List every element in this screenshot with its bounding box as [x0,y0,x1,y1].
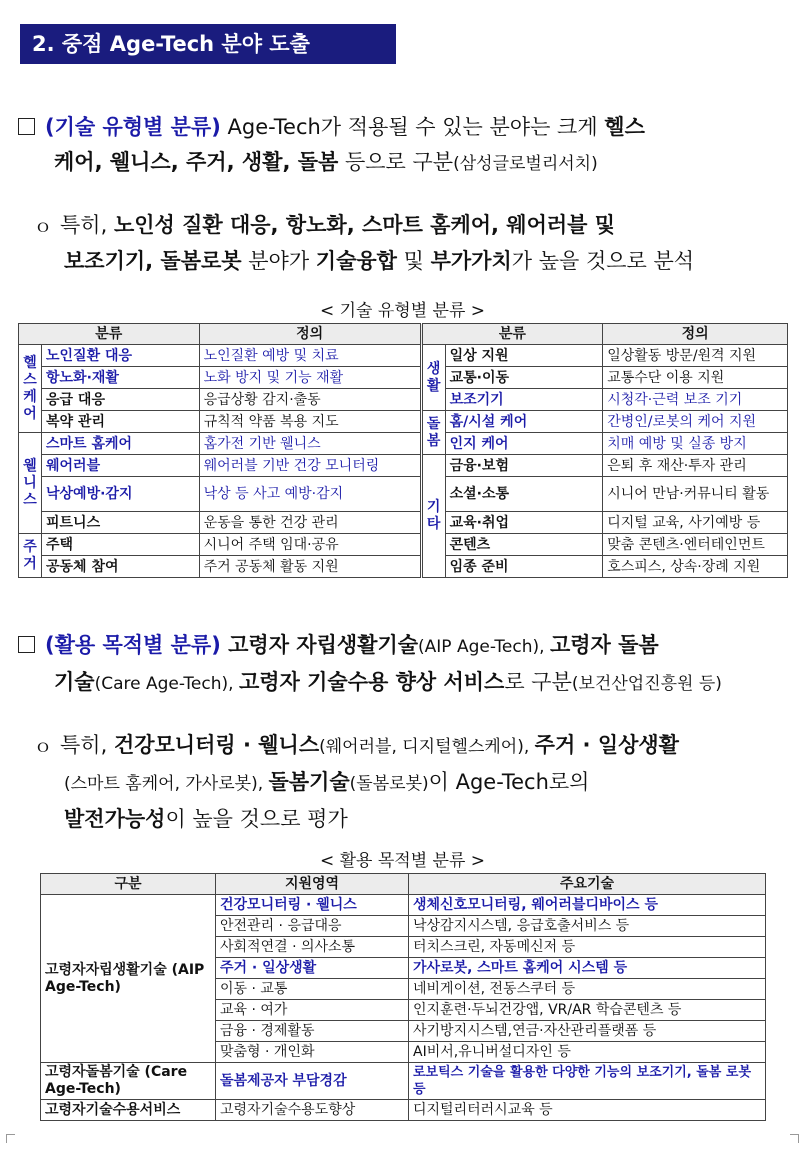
text: (돌봄로봇) [349,774,429,794]
table-cell: 안전관리 · 응급대응 [216,916,409,937]
table-cell: 노인질환 대응 [42,345,200,367]
source-note: (보건산업진흥원 등) [571,674,722,694]
table-cell: 네비게이션, 전동스쿠터 등 [409,979,766,1000]
purpose-table [40,873,766,1121]
text: 특히, [60,213,114,237]
table-cell: 간병인/로봇의 케어 지원 [603,411,788,433]
table-cell: 일상활동 방문/원격 지원 [603,345,788,367]
table-cell: 주거 · 일상생활 [216,958,409,979]
text-bold: 헬스 [604,115,645,139]
text: 분야가 [241,249,316,273]
col-header: 주요기술 [409,874,766,895]
table-cell: 치매 예방 및 실종 방지 [603,433,788,455]
table-cell: 맞춤형 · 개인화 [216,1042,409,1063]
table-cell: 이동 · 교통 [216,979,409,1000]
table-cell: 운동을 통한 건강 관리 [199,512,421,534]
purpose-acceptance: 고령자기술수용서비스 [41,1100,216,1121]
table-cell: 낙상감지시스템, 응급호출서비스 등 [409,916,766,937]
table-cell: 소셜·소통 [445,477,603,512]
source-note: (삼성글로벌리서치) [453,154,598,174]
table-cell: 주거 공동체 활동 지원 [199,556,421,578]
text: 이 높을 것으로 평가 [165,807,348,831]
text: 특히, [60,733,114,757]
category-label: (기술 유형별 분류) [45,115,221,139]
text-bold: 부가가치 [430,249,512,273]
col-header: 지원영역 [216,874,409,895]
table-cell: 건강모니터링 · 웰니스 [216,895,409,916]
table-cell: 낙상예방·감지 [42,477,200,512]
table-cell: 교통수단 이용 지원 [603,367,788,389]
group-etc: 기타 [421,455,445,578]
table-cell: 터치스크린, 자동메신저 등 [409,937,766,958]
table-cell: 항노화·재활 [42,367,200,389]
text: 등으로 구분 [338,150,454,174]
table-cell: 스마트 홈케어 [42,433,200,455]
table1-caption: < 기술 유형별 분류 > [319,301,486,321]
text: (웨어러블, 디지털헬스케어), [319,737,535,757]
purpose-care: 고령자돌봄기술 (Care Age-Tech) [41,1063,216,1100]
paragraph-purpose-bullet [34,728,790,837]
text-bold: 주거 · 일상생활 [534,733,679,757]
paragraph-purpose [18,628,790,702]
table-cell: 피트니스 [42,512,200,534]
table-cell: 교통·이동 [445,367,603,389]
corner-mark [6,1134,15,1143]
table-cell: 시청각·근력 보조 기기 [603,389,788,411]
group-healthcare: 헬스케어 [19,345,42,433]
table-cell: 디지털리터러시교육 등 [409,1100,766,1121]
text-bold: 돌봄기술 [268,770,350,794]
col-header: 정의 [199,324,421,345]
text: Age-Tech가 적용될 수 있는 분야는 크게 [220,115,605,139]
table-cell: 고령자기술수용도향상 [216,1100,409,1121]
table-cell: 복약 관리 [42,411,200,433]
col-header: 정의 [603,324,788,345]
text-bold: 기술 [54,670,95,694]
col-header: 분류 [421,324,603,345]
table-cell: 홈가전 기반 웰니스 [199,433,421,455]
group-care: 돌봄 [421,411,445,455]
table-cell: 일상 지원 [445,345,603,367]
table-cell: 디지털 교육, 사기예방 등 [603,512,788,534]
purpose-aip: 고령자자립생활기술 (AIP Age-Tech) [41,895,216,1063]
table-cell: 금융·보험 [445,455,603,477]
table2-caption: < 활용 목적별 분류 > [319,851,486,871]
text-bold: 보조기기, 돌봄로봇 [64,249,242,273]
section-title: 2. 중점 Age-Tech 분야 도출 [20,24,396,64]
text-bold: 고령자 기술수용 향상 서비스 [238,670,505,694]
text-bold: 노인성 질환 대응, 항노화, 스마트 홈케어, 웨어러블 및 [113,213,616,237]
table-cell: 은퇴 후 재산·투자 관리 [603,455,788,477]
table-cell: 돌봄제공자 부담경감 [216,1063,409,1100]
group-housing: 주거 [19,534,42,578]
corner-mark [790,1134,799,1143]
table-cell: 노화 방지 및 기능 재활 [199,367,421,389]
bullet-icon: ｏ [34,216,52,237]
table-cell: 교육 · 여가 [216,1000,409,1021]
table-cell: 인지 케어 [445,433,603,455]
category-label: (활용 목적별 분류) [45,633,221,657]
text-bold: 기술융합 [315,249,397,273]
tech-type-table [18,323,788,578]
table-cell: 노인질환 예방 및 치료 [199,345,421,367]
text-bold: 발전가능성 [64,807,166,831]
table-cell: 인지훈련·두뇌건강앱, VR/AR 학습콘텐츠 등 [409,1000,766,1021]
text: (Care Age-Tech), [94,674,239,694]
checkbox-square-icon [18,118,35,135]
text: 및 [396,249,431,273]
text: 로 구분 [504,670,572,694]
table-cell: 임종 준비 [445,556,603,578]
table-cell: 응급 대응 [42,389,200,411]
table-cell: 맞춤 콘텐츠·엔터테인먼트 [603,534,788,556]
table-cell: 콘텐츠 [445,534,603,556]
table-cell: 보조기기 [445,389,603,411]
table-cell: AI비서,유니버설디자인 등 [409,1042,766,1063]
paragraph-tech-type [18,110,790,182]
table-cell: 웨어러블 [42,455,200,477]
table-cell: 공동체 참여 [42,556,200,578]
table-cell: 교육·취업 [445,512,603,534]
table-cell: 낙상 등 사고 예방·감지 [199,477,421,512]
text-bold: 건강모니터링 · 웰니스 [113,733,320,757]
table-cell: 시니어 주택 임대·공유 [199,534,421,556]
text-bold: 고령자 자립생활기술 [220,633,419,657]
table-cell: 로보틱스 기술을 활용한 다양한 기능의 보조기기, 돌봄 로봇 등 [409,1063,766,1100]
checkbox-square-icon [18,636,35,653]
table-cell: 생체신호모니터링, 웨어러블디바이스 등 [409,895,766,916]
group-wellness: 웰니스 [19,433,42,534]
table-cell: 시니어 만남·커뮤니티 활동 [603,477,788,512]
table-cell: 홈/시설 케어 [445,411,603,433]
text-bold: 고령자 돌봄 [549,633,659,657]
table-cell: 규칙적 약품 복용 지도 [199,411,421,433]
table-cell: 웨어러블 기반 건강 모니터링 [199,455,421,477]
text: (스마트 홈케어, 가사로봇), [64,774,269,794]
table-cell: 금융 · 경제활동 [216,1021,409,1042]
text: 이 Age-Tech로의 [428,770,590,794]
paragraph-tech-type-bullet [34,208,790,279]
table-cell: 사회적연결 · 의사소통 [216,937,409,958]
text: (AIP Age-Tech), [418,637,550,657]
col-header: 구분 [41,874,216,895]
group-living: 생활 [421,345,445,411]
table-cell: 사기방지시스템,연금·자산관리플랫폼 등 [409,1021,766,1042]
table-cell: 호스피스, 상속·장례 지원 [603,556,788,578]
text-bold: 케어, 웰니스, 주거, 생활, 돌봄 [54,150,339,174]
text: 가 높을 것으로 분석 [511,249,695,273]
table-cell: 응급상황 감지·출동 [199,389,421,411]
col-header: 분류 [19,324,200,345]
table-cell: 주택 [42,534,200,556]
bullet-icon: ｏ [34,736,52,757]
table-cell: 가사로봇, 스마트 홈케어 시스템 등 [409,958,766,979]
